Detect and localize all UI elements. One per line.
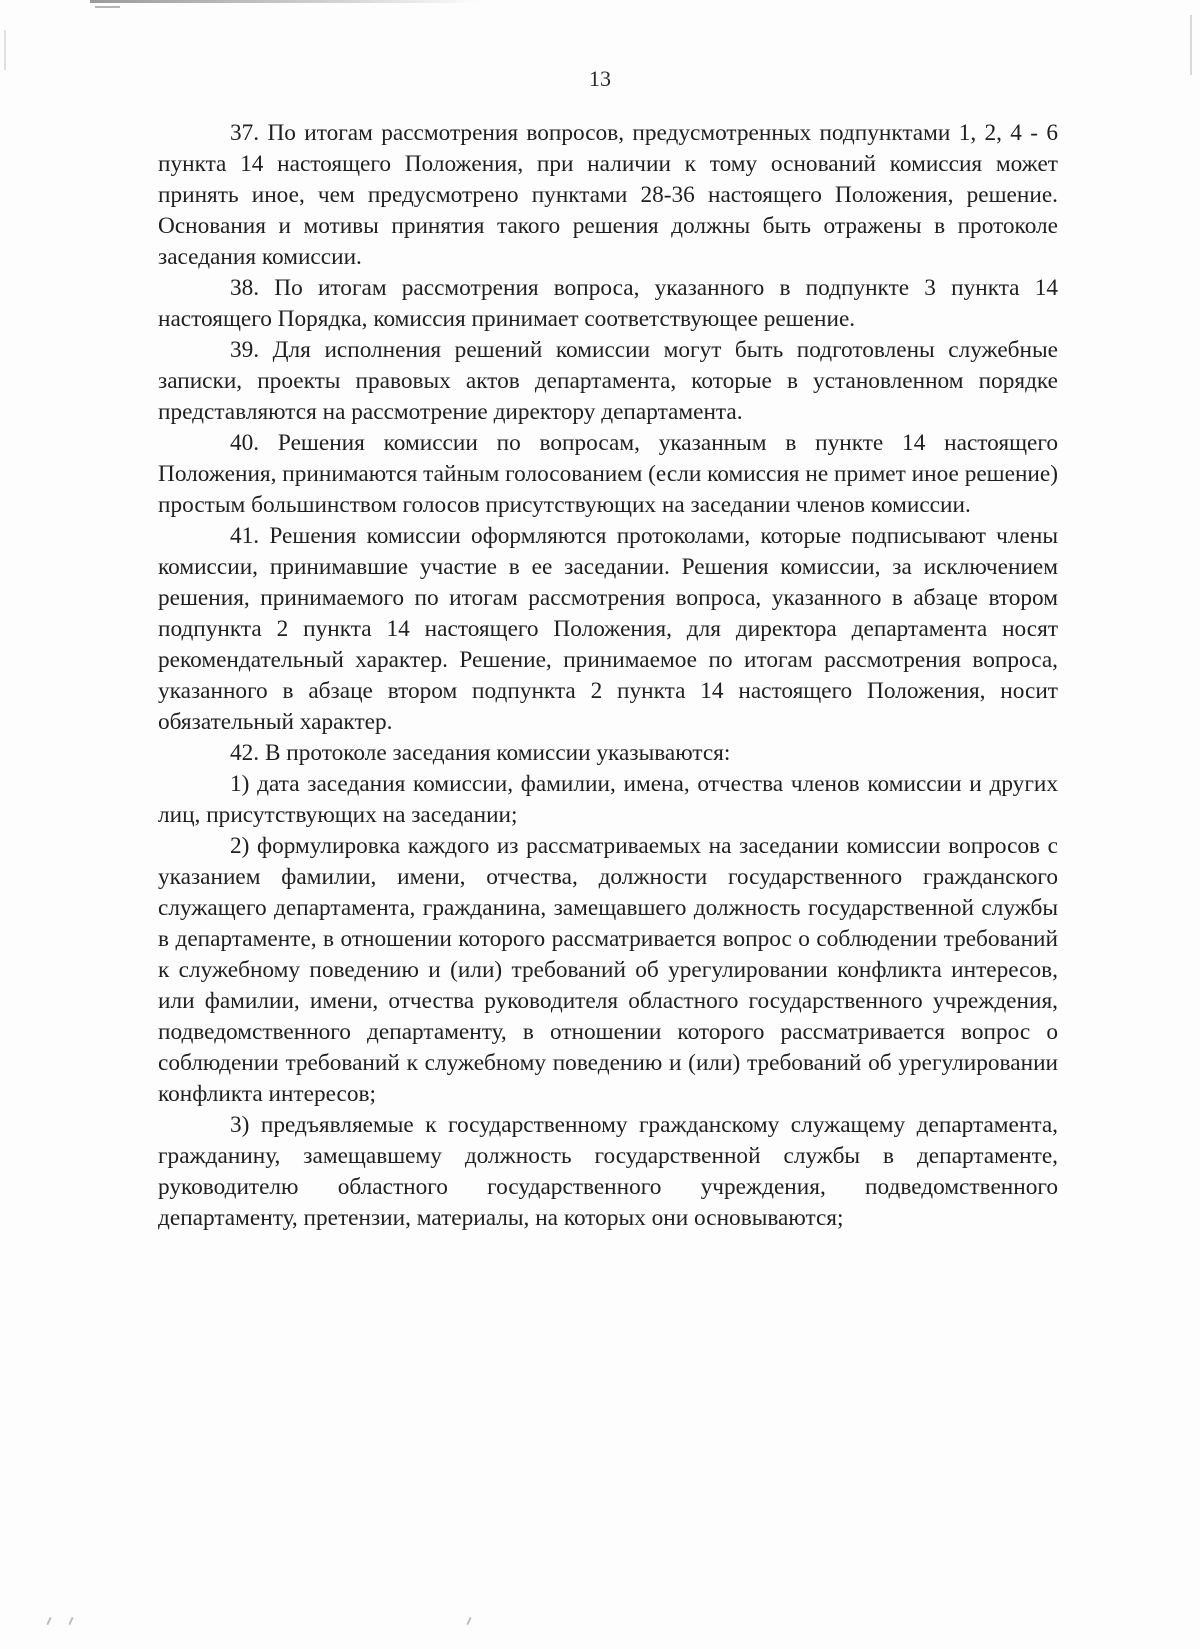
paragraph-39: 39. Для исполнения решений комиссии могут быть подготовлены служебные записки, проекты правовых актов департамента, которые в установленном порядке представляются на рассмотрение директору департамента.: [158, 337, 1058, 425]
paragraph-37: 37. По итогам рассмотрения вопросов, предусмотренных подпунктами 1, 2, 4 - 6 пункта 14 настоящего Положения, при наличии к тому оснований комиссия может принять иное, чем предусмотрено пунктами 28-36 настоящего Положения, решение. Основания и мотивы принятия такого решения должны быть отражены в протоколе заседания комиссии.: [158, 120, 1058, 270]
paragraph-42-item-3: 3) предъявляемые к государственному гражданскому служащему департамента, гражданину, замещавшему должность государственной службы в департаменте, руководителю областного государственного учреждения, подведомственного департаменту, претензии, материалы, на которых они основываются;: [158, 1112, 1058, 1231]
scan-artifact: [4, 30, 6, 70]
scan-artifact: [90, 0, 480, 3]
paragraph-38: 38. По итогам рассмотрения вопроса, указанного в подпункте 3 пункта 14 настоящего Порядка, комиссия принимает соответствующее решение.: [158, 275, 1058, 332]
paragraph-41: 41. Решения комиссии оформляются протоколами, которые подписывают члены комиссии, принимавшие участие в ее заседании. Решения комиссии, за исключением решения, принимаемого по итогам рассмотрения вопроса, указанного в абзаце втором подпункта 2 пункта 14 настоящего Положения, для директора департамента носят рекомендательный характер. Решение, принимаемое по итогам рассмотрения вопроса, указанного в абзаце втором подпункта 2 пункта 14 настоящего Положения, носит обязательный характер.: [158, 523, 1058, 735]
page-number: 13: [589, 66, 611, 91]
paragraph-42-item-2: 2) формулировка каждого из рассматриваемых на заседании комиссии вопросов с указанием фамилии, имени, отчества, должности государственного гражданского служащего департамента, гражданина, замещавшего должность государственной службы в департаменте, в отношении которого рассматривается вопрос о соблюдении требований к служебному поведению и (или) требований об урегулировании конфликта интересов, или фамилии, имени, отчества руководителя областного государственного учреждения, подведомственного департаменту, в отношении которого рассматривается вопрос о соблюдении требований к служебному поведению и (или) требований об урегулировании конфликта интересов;: [158, 833, 1058, 1107]
paragraph-42-item-1: 1) дата заседания комиссии, фамилии, имена, отчества членов комиссии и других лиц, присутствующих на заседании;: [158, 771, 1058, 828]
paragraph-40: 40. Решения комиссии по вопросам, указанным в пункте 14 настоящего Положения, принимаются тайным голосованием (если комиссия не примет иное решение) простым большинством голосов присутствующих на заседании членов комиссии.: [158, 430, 1058, 518]
scan-artifact: [95, 6, 120, 8]
scan-artifact: [0, 1617, 1200, 1627]
paragraph-42: 42. В протоколе заседания комиссии указываются:: [230, 740, 731, 766]
document-body: [158, 118, 1058, 1234]
